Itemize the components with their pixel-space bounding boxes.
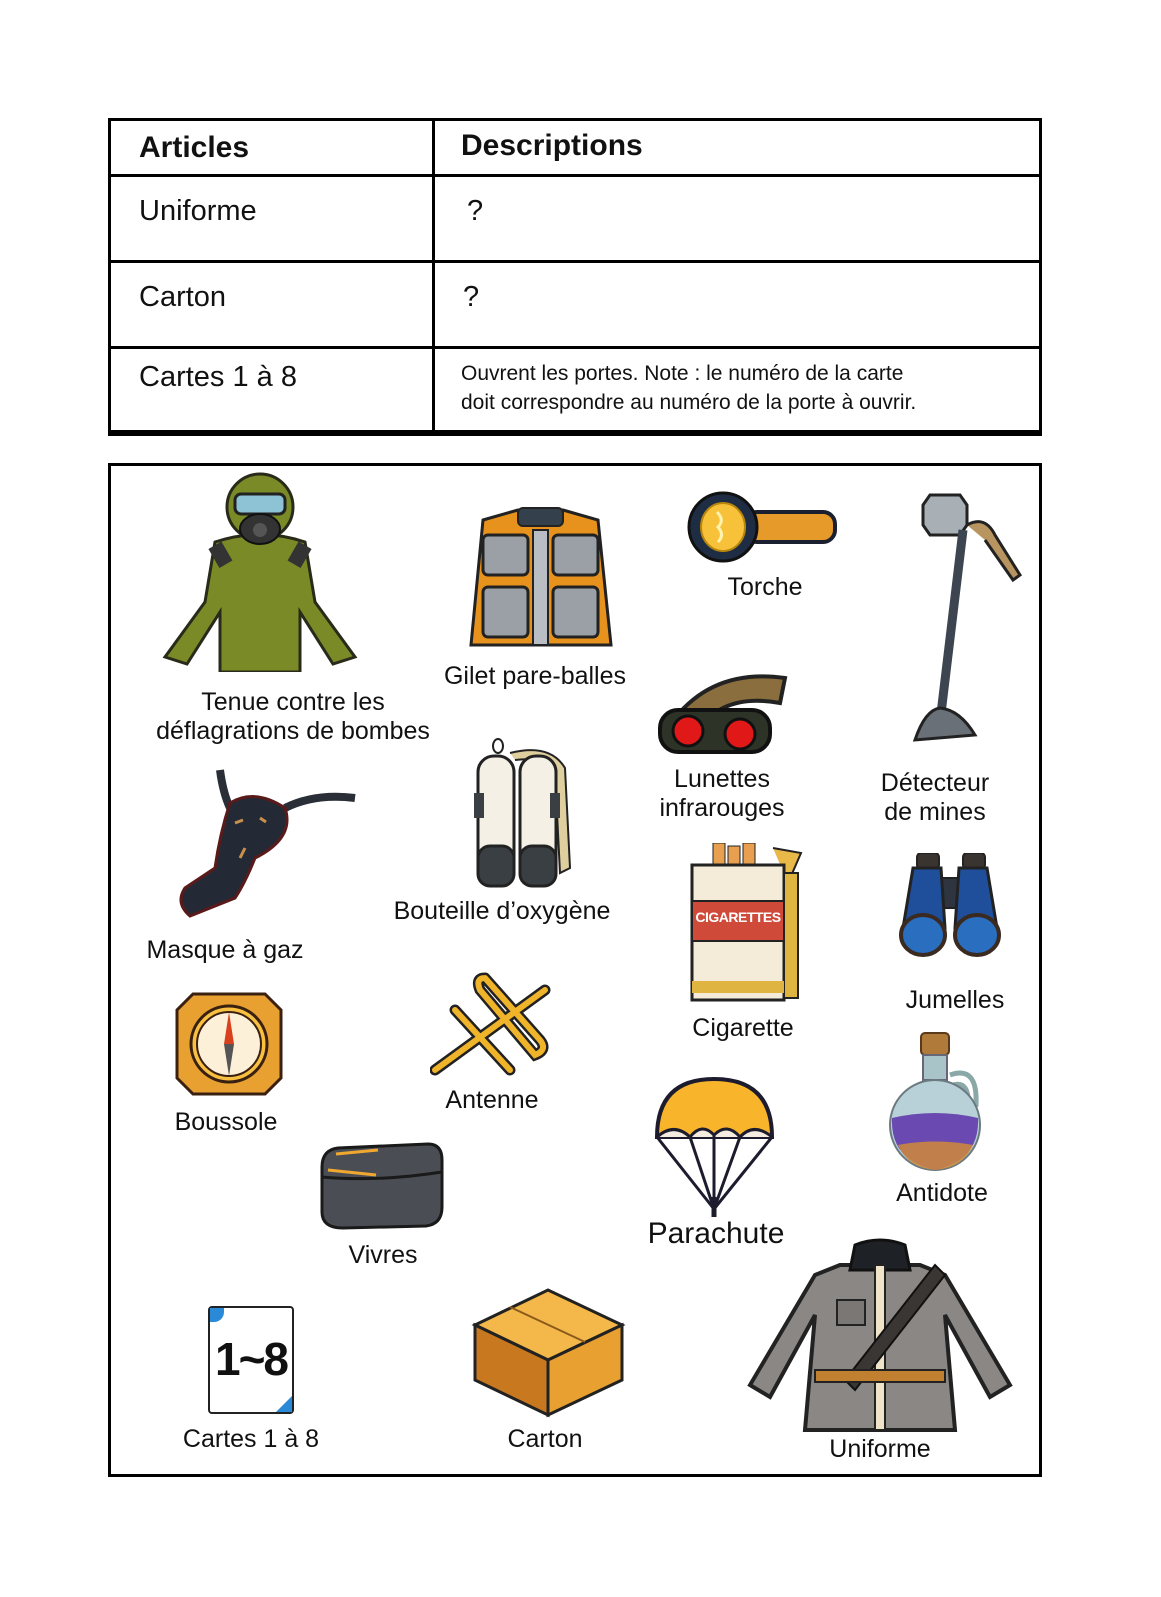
label-line: Tenue contre les [201,688,385,716]
oxygen-tank-icon [470,738,580,890]
row-description [461,359,916,417]
bulletproof-vest-icon [463,505,618,653]
flashlight-icon [685,490,840,565]
key-card-icon [208,1306,294,1414]
item-label-ir-goggles [659,765,784,823]
item-label-carton: Carton [507,1425,583,1453]
row-article: Cartes 1 à 8 [139,361,297,393]
item-label-vest: Gilet pare-balles [443,662,627,690]
cigarette-pack-icon [688,843,806,1003]
label-line: déflagrations de bombes [156,717,430,745]
table-row [111,177,1039,263]
header-articles: Articles [139,131,250,164]
label-line: Détecteur [880,769,990,797]
mine-detector-icon [905,490,1030,750]
description-line: Ouvrent les portes. Note : le numéro de la carte [461,362,904,385]
table-header-row [111,121,1039,177]
item-label-antenna: Antenne [445,1086,539,1114]
card-corner [210,1308,224,1322]
row-description: ? [467,195,484,227]
header-descriptions: Descriptions [461,129,643,162]
items-table [108,118,1042,436]
pack-text: CIGARETTES [695,909,781,925]
item-label-compass: Boussole [174,1108,278,1136]
infrared-goggles-icon [655,668,795,758]
item-label-cards: Cartes 1 à 8 [182,1425,320,1453]
label-line: Lunettes [674,765,770,793]
gas-mask-icon [175,768,360,928]
item-label-parachute: Parachute [647,1217,785,1250]
item-label-gas-mask: Masque à gaz [146,936,304,964]
compass-icon [175,992,283,1096]
label-line: infrarouges [659,794,785,822]
antenna-icon [430,970,552,1080]
row-description: ? [463,281,480,313]
item-label-torch: Torche [727,573,803,601]
item-label-mine-detector [881,769,989,827]
row-article: Carton [139,281,227,313]
bomb-suit-icon [155,472,365,672]
column-divider [432,121,435,433]
row-article: Uniforme [139,195,257,227]
cardboard-box-icon [470,1285,628,1420]
card-text: 1~8 [214,1333,288,1385]
item-label-cigarette: Cigarette [692,1014,794,1042]
table-row [111,263,1039,349]
item-label-rations: Vivres [348,1241,418,1269]
description-line: doit correspondre au numéro de la porte à ouvrir. [461,391,917,414]
uniform-jacket-icon [745,1235,1017,1435]
item-label-binoculars: Jumelles [905,986,1005,1014]
item-label-oxygen: Bouteille d’oxygène [393,897,611,925]
item-label-bomb-suit [156,688,430,746]
binoculars-icon [895,853,1005,958]
ration-box-icon [318,1142,446,1230]
card-corner [276,1396,292,1412]
item-label-uniform: Uniforme [829,1435,931,1463]
antidote-potion-icon [888,1030,988,1175]
label-line: de mines [884,798,986,826]
item-label-antidote: Antidote [896,1179,988,1207]
table-row [111,349,1039,433]
parachute-icon [652,1077,777,1217]
